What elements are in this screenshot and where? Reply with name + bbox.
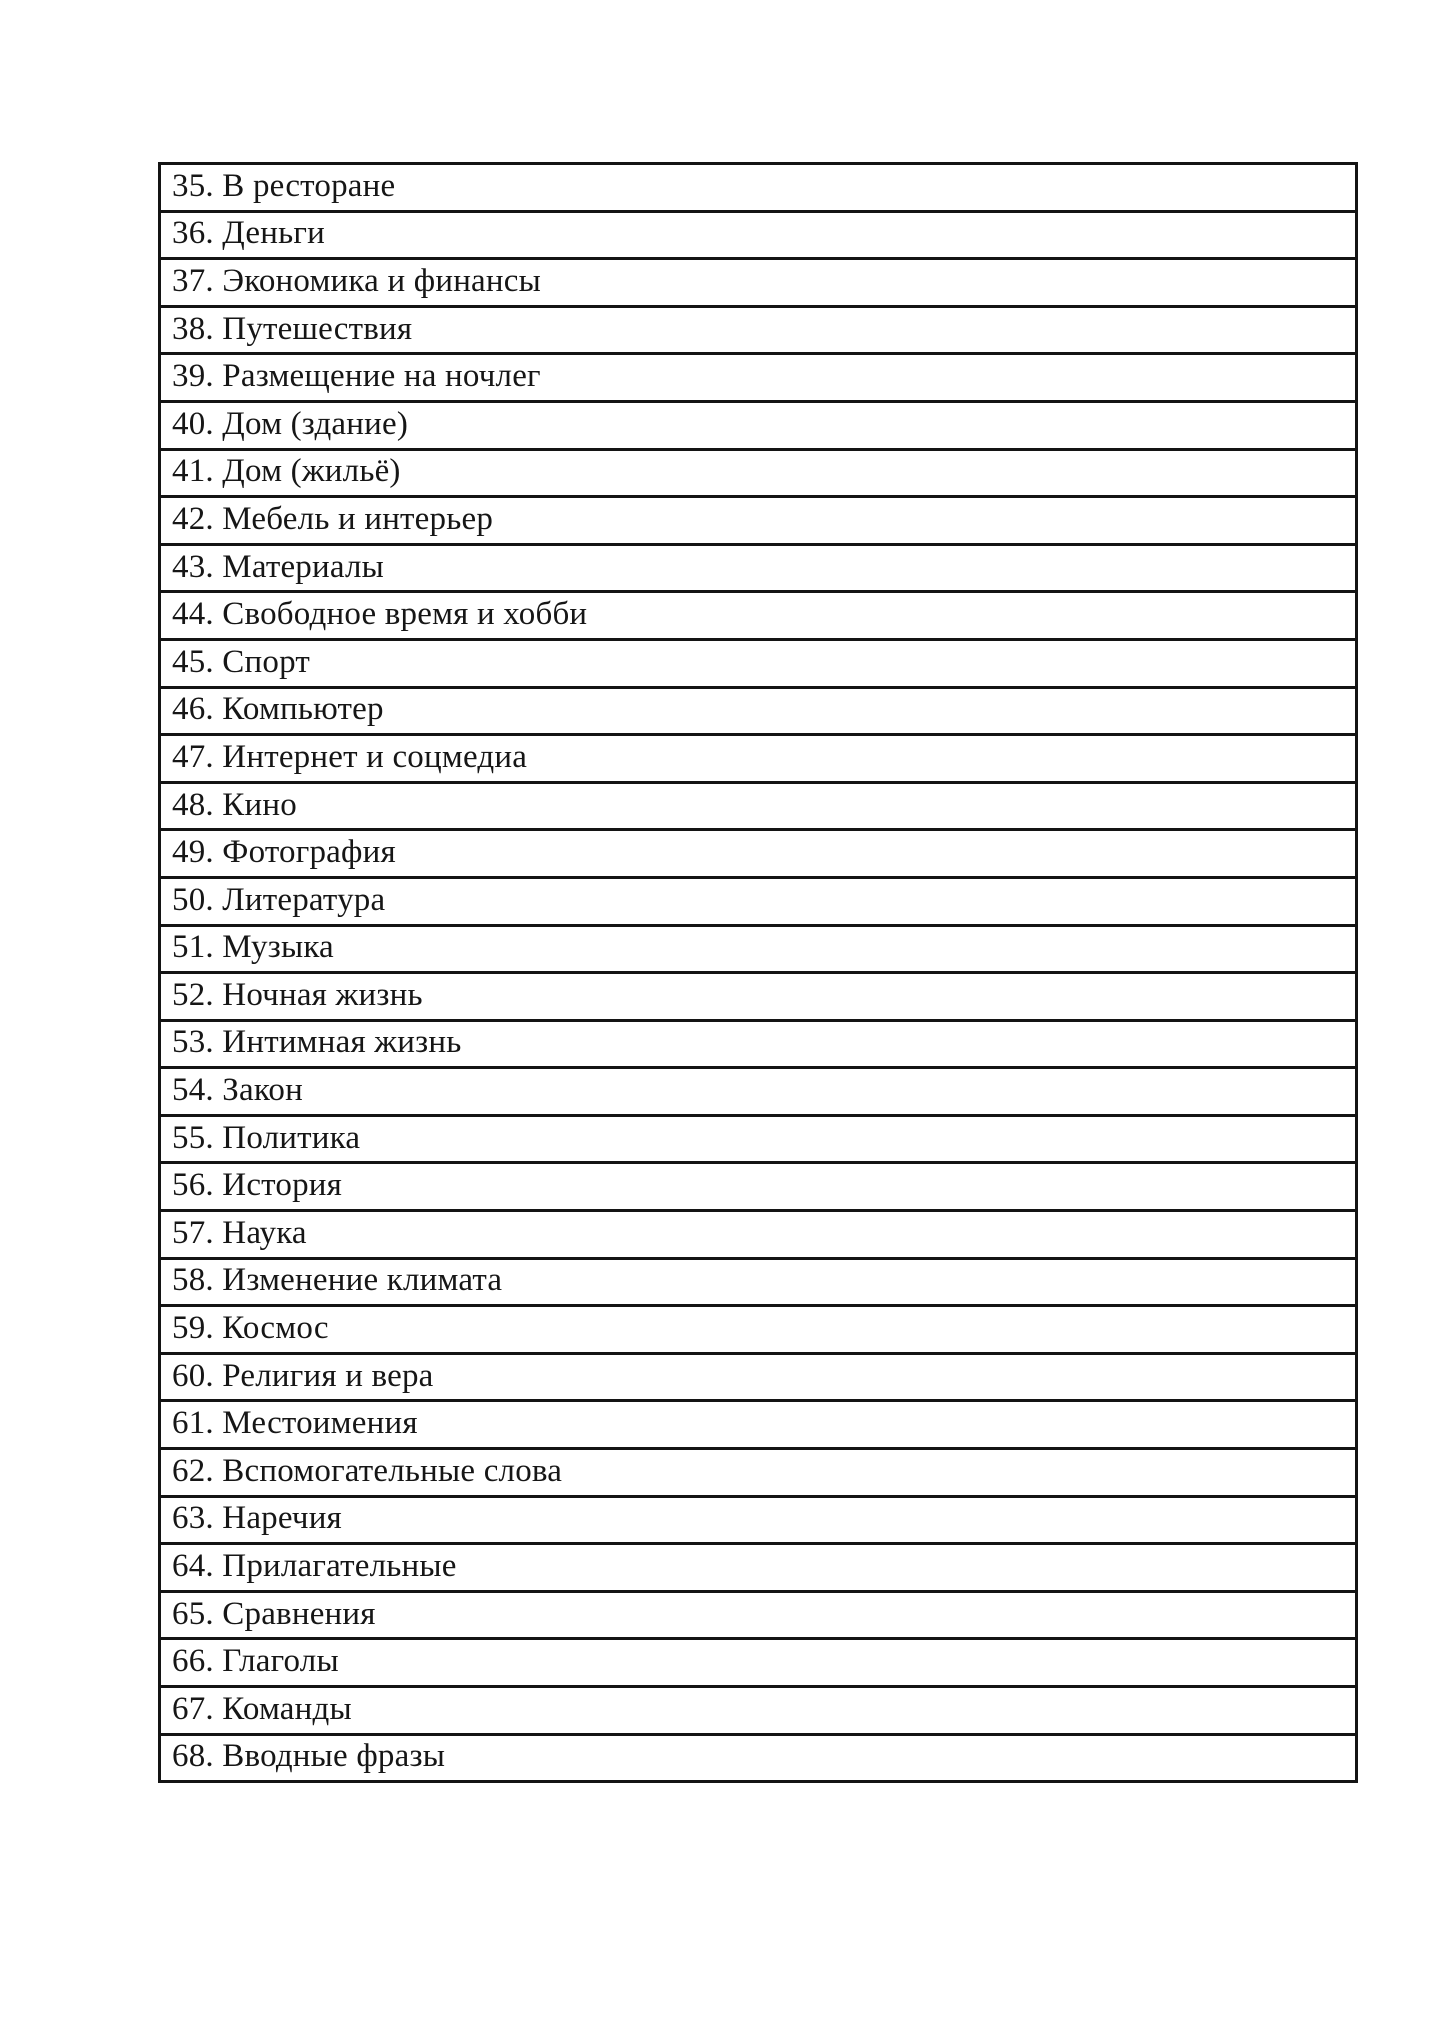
- toc-item-text: 59. Космос: [172, 1310, 329, 1347]
- toc-row-63: [161, 1498, 1355, 1546]
- toc-item-text: 38. Путешествия: [172, 310, 413, 347]
- toc-row-47: [161, 736, 1355, 784]
- toc-item-text: 52. Ночная жизнь: [172, 976, 423, 1013]
- toc-item-text: 51. Музыка: [172, 929, 334, 966]
- toc-item-text: 40. Дом (здание): [172, 405, 409, 442]
- toc-item-text: 65. Сравнения: [172, 1595, 376, 1632]
- toc-item-text: 62. Вспомогательные слова: [172, 1452, 563, 1489]
- toc-row-48: [161, 784, 1355, 832]
- toc-row-41: [161, 451, 1355, 499]
- toc-row-51: [161, 927, 1355, 975]
- toc-row-54: [161, 1069, 1355, 1117]
- toc-item-text: 37. Экономика и финансы: [172, 262, 541, 299]
- toc-row-60: [161, 1355, 1355, 1403]
- toc-item-text: 45. Спорт: [172, 643, 310, 680]
- toc-item-text: 63. Наречия: [172, 1500, 342, 1537]
- toc-item-text: 67. Команды: [172, 1690, 352, 1727]
- toc-row-53: [161, 1022, 1355, 1070]
- toc-row-56: [161, 1164, 1355, 1212]
- toc-row-38: [161, 308, 1355, 356]
- toc-row-68: [161, 1736, 1355, 1781]
- toc-item-text: 66. Глаголы: [172, 1643, 339, 1680]
- toc-row-57: [161, 1212, 1355, 1260]
- toc-row-39: [161, 355, 1355, 403]
- toc-item-text: 46. Компьютер: [172, 691, 384, 728]
- toc-item-text: 50. Литература: [172, 881, 386, 918]
- toc-item-text: 68. Вводные фразы: [172, 1738, 446, 1775]
- toc-item-text: 44. Свободное время и хобби: [172, 596, 588, 633]
- toc-item-text: 36. Деньги: [172, 215, 325, 252]
- toc-row-45: [161, 641, 1355, 689]
- toc-row-44: [161, 593, 1355, 641]
- toc-row-50: [161, 879, 1355, 927]
- toc-item-text: 49. Фотография: [172, 834, 396, 871]
- toc-row-62: [161, 1450, 1355, 1498]
- toc-row-61: [161, 1402, 1355, 1450]
- toc-row-43: [161, 546, 1355, 594]
- toc-item-text: 57. Наука: [172, 1214, 307, 1251]
- toc-row-49: [161, 831, 1355, 879]
- toc-row-40: [161, 403, 1355, 451]
- toc-item-text: 53. Интимная жизнь: [172, 1024, 462, 1061]
- toc-row-46: [161, 689, 1355, 737]
- toc-row-42: [161, 498, 1355, 546]
- toc-item-text: 55. Политика: [172, 1119, 361, 1156]
- toc-row-58: [161, 1260, 1355, 1308]
- toc-row-65: [161, 1593, 1355, 1641]
- toc-item-text: 43. Материалы: [172, 548, 385, 585]
- toc-row-35: [161, 165, 1355, 213]
- toc-row-66: [161, 1640, 1355, 1688]
- toc-row-52: [161, 974, 1355, 1022]
- toc-item-text: 39. Размещение на ночлег: [172, 358, 541, 395]
- toc-item-text: 42. Мебель и интерьер: [172, 500, 494, 537]
- contents-table: [158, 162, 1358, 1783]
- toc-item-text: 64. Прилагательные: [172, 1548, 457, 1585]
- toc-row-36: [161, 213, 1355, 261]
- toc-item-text: 47. Интернет и соцмедиа: [172, 738, 528, 775]
- toc-row-59: [161, 1307, 1355, 1355]
- toc-item-text: 61. Местоимения: [172, 1405, 418, 1442]
- toc-item-text: 41. Дом (жильё): [172, 453, 401, 490]
- toc-row-37: [161, 260, 1355, 308]
- toc-item-text: 58. Изменение климата: [172, 1262, 503, 1299]
- toc-row-64: [161, 1545, 1355, 1593]
- toc-row-67: [161, 1688, 1355, 1736]
- toc-item-text: 56. История: [172, 1167, 343, 1204]
- toc-item-text: 60. Религия и вера: [172, 1357, 434, 1394]
- toc-item-text: 48. Кино: [172, 786, 297, 823]
- toc-item-text: 35. В ресторане: [172, 167, 396, 204]
- toc-row-55: [161, 1117, 1355, 1165]
- toc-item-text: 54. Закон: [172, 1072, 303, 1109]
